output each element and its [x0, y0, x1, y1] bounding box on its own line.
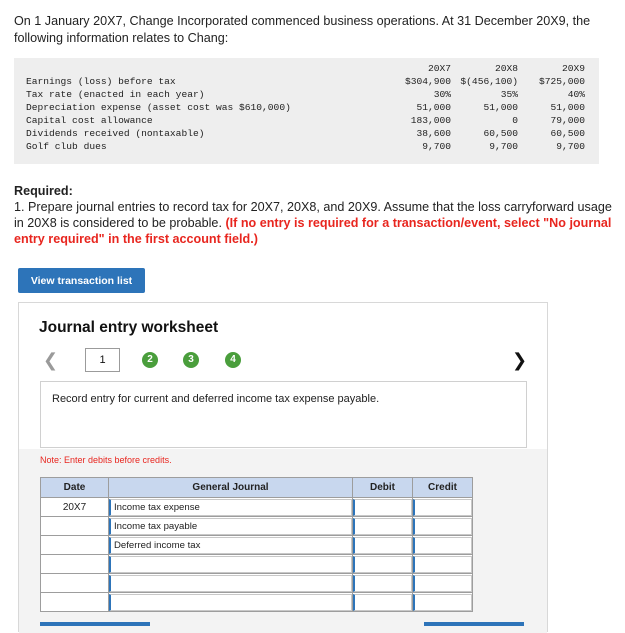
info-row-label: Depreciation expense (asset cost was $610,000): [26, 102, 291, 113]
step-4-tab[interactable]: 4: [225, 352, 241, 368]
info-row-label: Capital cost allowance: [26, 115, 153, 126]
info-row: [14, 102, 599, 115]
journal-entry-worksheet: [18, 302, 548, 632]
chevron-left-icon[interactable]: ❮: [43, 350, 59, 370]
info-value: $725,000: [538, 76, 585, 87]
instruction-box: [40, 381, 527, 448]
debit-input[interactable]: [353, 537, 412, 554]
info-value: $304,900: [404, 76, 451, 87]
info-value: 51,000: [416, 102, 451, 113]
info-value: 183,000: [410, 115, 451, 126]
info-year-header: [14, 63, 599, 76]
table-row: [41, 574, 473, 593]
date-cell: 20X7: [41, 498, 109, 517]
debit-input[interactable]: [353, 575, 412, 592]
info-value: 40%: [567, 89, 585, 100]
date-cell: [41, 593, 109, 612]
required-note: (If no entry is required for a transaction/event, select "No journal entry required" in the first account field.): [14, 216, 612, 246]
year-header: 20X7: [427, 63, 451, 74]
account-select[interactable]: [109, 556, 352, 573]
info-table: [14, 58, 599, 164]
info-row: [14, 76, 599, 89]
account-select[interactable]: Deferred income tax: [109, 537, 352, 554]
account-select[interactable]: Income tax payable: [109, 518, 352, 535]
info-row: [14, 115, 599, 128]
credit-input[interactable]: [413, 594, 472, 611]
step-3-tab[interactable]: 3: [183, 352, 199, 368]
account-select[interactable]: Income tax expense: [109, 499, 352, 516]
info-value: 9,700: [422, 141, 451, 152]
year-header: 20X8: [494, 63, 518, 74]
credit-input[interactable]: [413, 499, 472, 516]
chevron-right-icon[interactable]: ❯: [512, 350, 528, 370]
account-select[interactable]: [109, 575, 352, 592]
worksheet-title: Journal entry worksheet: [39, 319, 219, 336]
credit-input[interactable]: [413, 537, 472, 554]
debit-input[interactable]: [353, 499, 412, 516]
table-row: [41, 517, 473, 536]
info-value: 79,000: [550, 115, 585, 126]
table-row: [41, 498, 473, 517]
info-value: 35%: [500, 89, 518, 100]
year-header: 20X9: [561, 63, 585, 74]
credit-input[interactable]: [413, 575, 472, 592]
general-journal-column-header: General Journal: [109, 478, 353, 498]
info-value: 9,700: [489, 141, 518, 152]
info-row-label: Earnings (loss) before tax: [26, 76, 176, 87]
required-title: Required:: [14, 184, 73, 198]
debit-input[interactable]: [353, 594, 412, 611]
info-row-label: Tax rate (enacted in each year): [26, 89, 205, 100]
info-value: 9,700: [556, 141, 585, 152]
date-cell: [41, 517, 109, 536]
date-cell: [41, 555, 109, 574]
date-cell: [41, 536, 109, 555]
info-value: 60,500: [550, 128, 585, 139]
debit-column-header: Debit: [353, 478, 413, 498]
bottom-button-strip: [40, 622, 150, 626]
step-1-tab[interactable]: 1: [85, 348, 120, 372]
instruction-text: Record entry for current and deferred income tax expense payable.: [52, 393, 380, 405]
info-value: 38,600: [416, 128, 451, 139]
info-value: $(456,100): [460, 76, 518, 87]
debit-input[interactable]: [353, 556, 412, 573]
required-text: 1. Prepare journal entries to record tax for 20X7, 20X8, and 20X9. Assume that the loss carryforward usage in 20X8 is considered to be probable.: [14, 200, 612, 230]
info-value: 51,000: [550, 102, 585, 113]
bottom-button-strip: [424, 622, 524, 626]
problem-intro: On 1 January 20X7, Change Incorporated commenced business operations. At 31 December 20X9, the following information relates to Chang:: [14, 14, 591, 45]
info-row: [14, 89, 599, 102]
credit-input[interactable]: [413, 518, 472, 535]
table-row: [41, 593, 473, 612]
info-row: [14, 141, 599, 154]
account-select[interactable]: [109, 594, 352, 611]
debit-input[interactable]: [353, 518, 412, 535]
date-column-header: Date: [41, 478, 109, 498]
date-cell: [41, 574, 109, 593]
info-row-label: Golf club dues: [26, 141, 107, 152]
journal-table: [40, 477, 473, 612]
table-row: [41, 536, 473, 555]
info-row: [14, 128, 599, 141]
info-value: 51,000: [483, 102, 518, 113]
info-value: 30%: [433, 89, 451, 100]
credit-input[interactable]: [413, 556, 472, 573]
required-section: [14, 183, 614, 247]
view-transaction-list-button[interactable]: View transaction list: [18, 268, 145, 293]
info-value: 0: [512, 115, 518, 126]
info-value: 60,500: [483, 128, 518, 139]
credit-column-header: Credit: [413, 478, 473, 498]
table-row: [41, 555, 473, 574]
info-row-label: Dividends received (nontaxable): [26, 128, 205, 139]
step-2-tab[interactable]: 2: [142, 352, 158, 368]
debit-credit-note: Note: Enter debits before credits.: [40, 455, 172, 465]
